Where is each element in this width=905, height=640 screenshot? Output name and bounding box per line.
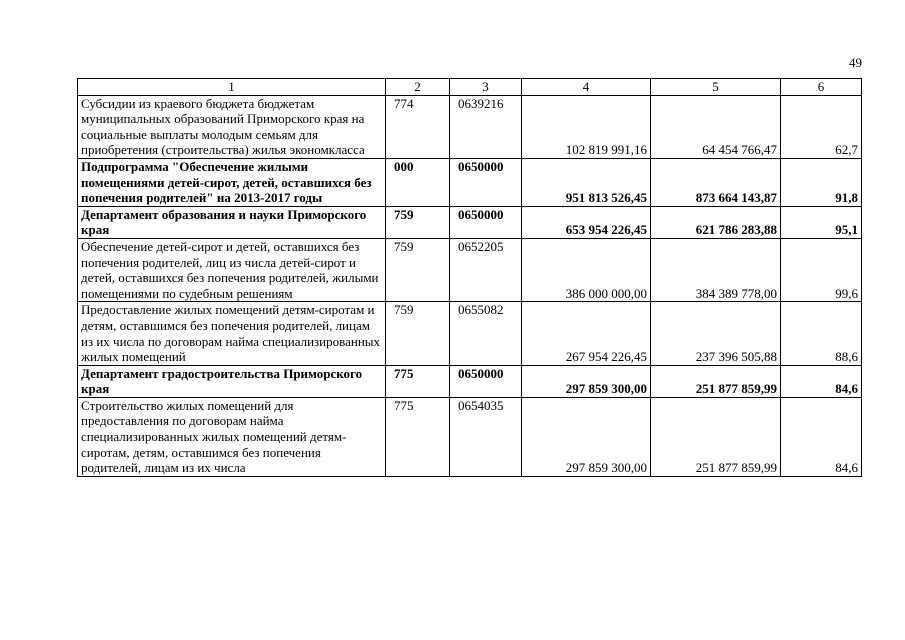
page-number: 49 <box>849 55 862 70</box>
row-actual-amount: 873 664 143,87 <box>651 158 781 206</box>
column-header: 6 <box>781 79 862 96</box>
row-actual-amount: 621 786 283,88 <box>651 206 781 238</box>
row-name: Департамент образования и науки Приморского края <box>78 206 386 238</box>
row-code-1: 759 <box>386 302 450 365</box>
row-percent: 62,7 <box>781 95 862 158</box>
table-row <box>78 238 862 301</box>
column-header: 5 <box>651 79 781 96</box>
table-row <box>78 95 862 158</box>
row-actual-amount: 384 389 778,00 <box>651 238 781 301</box>
row-planned-amount: 653 954 226,45 <box>522 206 651 238</box>
row-code-2: 0650000 <box>450 206 522 238</box>
column-header: 3 <box>450 79 522 96</box>
row-percent: 95,1 <box>781 206 862 238</box>
row-code-2: 0654035 <box>450 397 522 476</box>
table-row <box>78 397 862 476</box>
row-percent: 84,6 <box>781 397 862 476</box>
row-planned-amount: 297 859 300,00 <box>522 397 651 476</box>
row-name: Строительство жилых помещений для предоставления по договорам найма специализированных жилых помещений детям-сиротам, детям, оставшимся без попечения родителей, лицам из их числа <box>78 397 386 476</box>
header-row <box>78 79 862 96</box>
row-code-2: 0639216 <box>450 95 522 158</box>
column-header: 4 <box>522 79 651 96</box>
table-row <box>78 365 862 397</box>
row-actual-amount: 237 396 505,88 <box>651 302 781 365</box>
row-actual-amount: 251 877 859,99 <box>651 397 781 476</box>
row-planned-amount: 297 859 300,00 <box>522 365 651 397</box>
table-row <box>78 302 862 365</box>
row-code-1: 759 <box>386 206 450 238</box>
row-actual-amount: 64 454 766,47 <box>651 95 781 158</box>
row-percent: 88,6 <box>781 302 862 365</box>
column-header: 2 <box>386 79 450 96</box>
row-name: Предоставление жилых помещений детям-сиротам и детям, оставшимся без попечения родителей, лицам из их числа по договорам найма специализированных жилых помещений <box>78 302 386 365</box>
row-planned-amount: 267 954 226,45 <box>522 302 651 365</box>
row-planned-amount: 102 819 991,16 <box>522 95 651 158</box>
column-header: 1 <box>78 79 386 96</box>
row-name: Подпрограмма "Обеспечение жилыми помещениями детей-сирот, детей, оставшихся без попечения родителей" на 2013-2017 годы <box>78 158 386 206</box>
row-percent: 99,6 <box>781 238 862 301</box>
row-code-2: 0650000 <box>450 158 522 206</box>
row-percent: 91,8 <box>781 158 862 206</box>
row-code-2: 0655082 <box>450 302 522 365</box>
row-code-2: 0650000 <box>450 365 522 397</box>
row-planned-amount: 386 000 000,00 <box>522 238 651 301</box>
table-row <box>78 158 862 206</box>
row-code-1: 774 <box>386 95 450 158</box>
row-planned-amount: 951 813 526,45 <box>522 158 651 206</box>
row-code-1: 775 <box>386 365 450 397</box>
row-name: Обеспечение детей-сирот и детей, оставшихся без попечения родителей, лиц из числа детей-сирот и детей, оставшихся без попечения родителей, жилыми помещениями по судебным решениям <box>78 238 386 301</box>
table-row <box>78 206 862 238</box>
budget-table <box>77 78 862 477</box>
row-code-2: 0652205 <box>450 238 522 301</box>
row-name: Департамент градостроительства Приморского края <box>78 365 386 397</box>
row-name: Субсидии из краевого бюджета бюджетам муниципальных образований Приморского края на социальные выплаты молодым семьям для приобретения (строительства) жилья экономкласса <box>78 95 386 158</box>
row-code-1: 775 <box>386 397 450 476</box>
row-code-1: 759 <box>386 238 450 301</box>
row-percent: 84,6 <box>781 365 862 397</box>
row-code-1: 000 <box>386 158 450 206</box>
row-actual-amount: 251 877 859,99 <box>651 365 781 397</box>
